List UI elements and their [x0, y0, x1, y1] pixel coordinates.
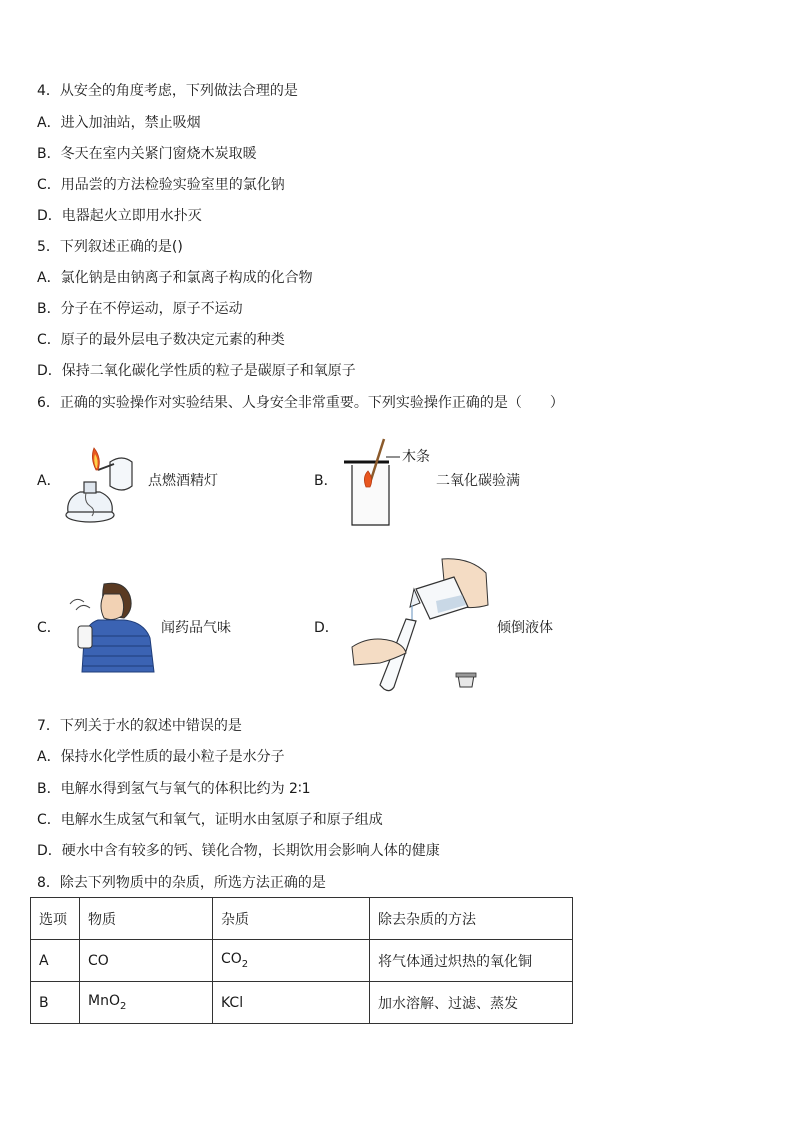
- q6-option-c-letter: C．: [37, 620, 61, 636]
- table-cell-impurity: [213, 940, 370, 982]
- q5-stem: 5．下列叙述正确的是(): [37, 239, 183, 255]
- q4-option-b: B．冬天在室内关紧门窗烧木炭取暖: [37, 146, 257, 162]
- q7-option-a: A．保持水化学性质的最小粒子是水分子: [37, 749, 285, 765]
- q5-option-b: B．分子在不停运动，原子不运动: [37, 301, 243, 317]
- q8-stem: 8．除去下列物质中的杂质，所选方法正确的是: [37, 875, 326, 891]
- carbon-dioxide-full-test-illustration: [344, 437, 404, 529]
- q7-option-c: C．电解水生成氢气和氧气，证明水由氢原子和原子组成: [37, 812, 383, 828]
- table-cell-substance: [80, 982, 213, 1024]
- table-cell-option: B: [31, 982, 80, 1024]
- q6-option-a-letter: A．: [37, 473, 61, 489]
- table-cell-method: 将气体通过炽热的氧化铜: [370, 940, 573, 982]
- table-cell-impurity: KCl: [213, 982, 370, 1024]
- table-header-row: [31, 898, 573, 940]
- lighting-alcohol-lamp-illustration: [62, 440, 146, 528]
- formula-subscript: 2: [119, 1000, 127, 1012]
- q6-option-b-stick-label: 木条: [402, 449, 430, 465]
- q6-option-a-caption: 点燃酒精灯: [148, 473, 218, 489]
- table-header-cell: 选项: [31, 898, 80, 940]
- q6-option-c-caption: 闻药品气味: [161, 620, 231, 636]
- impurity-formula: CO: [221, 951, 242, 968]
- table-cell-option: A: [31, 940, 80, 982]
- q6-option-b-letter: B．: [314, 473, 338, 489]
- impurity-removal-table: [30, 897, 573, 1024]
- q6-option-d-caption: 倾倒液体: [497, 620, 553, 636]
- q5-option-d: D．保持二氧化碳化学性质的粒子是碳原子和氧原子: [37, 363, 356, 379]
- q4-stem: 4．从安全的角度考虑，下列做法合理的是: [37, 83, 298, 99]
- substance-formula: MnO: [88, 993, 120, 1010]
- smelling-chemicals-illustration: [64, 580, 160, 676]
- q4-option-c: C．用品尝的方法检验实验室里的氯化钠: [37, 177, 285, 193]
- q7-stem: 7．下列关于水的叙述中错误的是: [37, 718, 242, 734]
- table-header-cell: 物质: [80, 898, 213, 940]
- table-cell-substance: CO: [80, 940, 213, 982]
- table-header-cell: 除去杂质的方法: [370, 898, 573, 940]
- q6-stem: 6．正确的实验操作对实验结果、人身安全非常重要。下列实验操作正确的是（ ）: [37, 395, 564, 411]
- pouring-liquid-illustration: [350, 555, 492, 695]
- q7-option-b: B．电解水得到氢气与氧气的体积比约为 2∶1: [37, 781, 311, 797]
- q4-option-d: D．电器起火立即用水扑灭: [37, 208, 202, 224]
- q5-option-c: C．原子的最外层电子数决定元素的种类: [37, 332, 285, 348]
- q6-option-d-letter: D．: [314, 620, 339, 636]
- table-header-cell: 杂质: [213, 898, 370, 940]
- q5-option-a: A．氯化钠是由钠离子和氯离子构成的化合物: [37, 270, 313, 286]
- q7-option-d: D．硬水中含有较多的钙、镁化合物，长期饮用会影响人体的健康: [37, 843, 440, 859]
- q6-option-b-caption: 二氧化碳验满: [436, 473, 520, 489]
- q4-option-a: A．进入加油站，禁止吸烟: [37, 115, 201, 131]
- table-row: [31, 982, 573, 1024]
- table-cell-method: 加水溶解、过滤、蒸发: [370, 982, 573, 1024]
- table-row: [31, 940, 573, 982]
- formula-subscript: 2: [241, 958, 249, 970]
